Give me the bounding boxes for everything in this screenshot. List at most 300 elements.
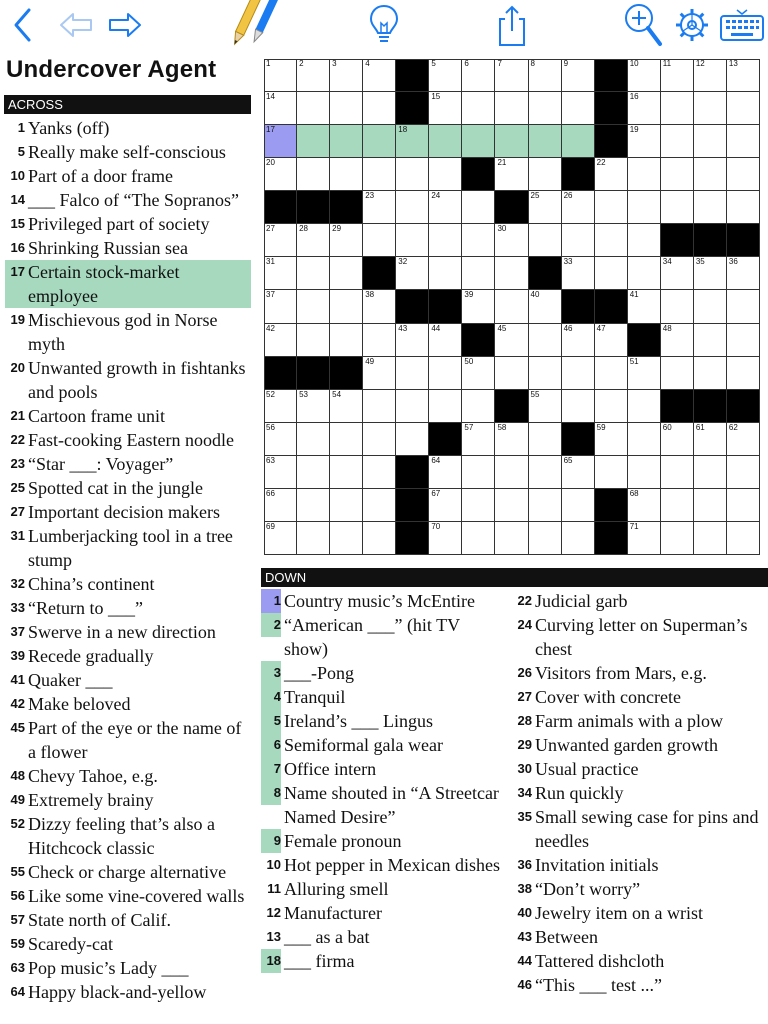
puzzle-title: Undercover Agent [6, 56, 217, 83]
grid-cell[interactable] [727, 522, 760, 555]
crossword-grid[interactable] [264, 59, 760, 555]
clue-item[interactable] [512, 853, 768, 877]
grid-cell[interactable] [529, 423, 562, 456]
grid-cell[interactable] [462, 390, 495, 423]
clue-item[interactable] [261, 901, 501, 925]
grid-cell[interactable] [297, 423, 330, 456]
cell-number: 8 [530, 59, 535, 68]
grid-cell[interactable] [363, 423, 396, 456]
grid-cell[interactable] [429, 522, 462, 555]
grid-cell[interactable] [727, 290, 760, 323]
clue-item[interactable] [5, 428, 251, 452]
clue-item[interactable] [512, 781, 768, 805]
grid-cell[interactable] [661, 357, 694, 390]
grid-cell[interactable] [694, 456, 727, 489]
grid-cell[interactable] [264, 390, 297, 423]
cell-number: 69 [266, 521, 275, 531]
grid-cell[interactable] [462, 92, 495, 125]
grid-cell[interactable] [628, 423, 661, 456]
grid-cell[interactable] [694, 489, 727, 522]
grid-cell[interactable] [628, 158, 661, 191]
clue-number: 25 [10, 480, 25, 495]
grid-cell[interactable] [727, 456, 760, 489]
grid-cell[interactable] [363, 324, 396, 357]
grid-cell[interactable] [727, 92, 760, 125]
cell-number: 3 [332, 59, 337, 68]
next-clue-icon [107, 11, 143, 39]
grid-cell[interactable] [363, 456, 396, 489]
grid-cell[interactable] [462, 191, 495, 224]
grid-cell[interactable] [330, 290, 363, 323]
grid-cell[interactable] [495, 522, 528, 555]
grid-cell[interactable] [429, 158, 462, 191]
grid-block [595, 489, 628, 522]
clue-item[interactable] [512, 709, 768, 733]
grid-cell[interactable] [628, 59, 661, 92]
grid-cell[interactable] [363, 224, 396, 257]
grid-cell[interactable] [595, 324, 628, 357]
grid-cell[interactable] [661, 489, 694, 522]
prev-clue-button[interactable] [56, 0, 96, 50]
grid-cell[interactable] [495, 224, 528, 257]
grid-cell[interactable] [562, 191, 595, 224]
grid-cell[interactable] [429, 489, 462, 522]
grid-cell[interactable] [396, 224, 429, 257]
next-clue-button[interactable] [104, 0, 146, 50]
grid-cell[interactable] [595, 357, 628, 390]
grid-cell[interactable] [529, 92, 562, 125]
grid-cell[interactable] [429, 125, 462, 158]
grid-cell[interactable] [661, 125, 694, 158]
grid-cell[interactable] [264, 125, 297, 158]
clue-item[interactable] [261, 925, 501, 949]
clue-text: Part of a door frame [28, 166, 173, 186]
grid-cell[interactable] [330, 224, 363, 257]
grid-cell[interactable] [297, 224, 330, 257]
grid-cell[interactable] [363, 191, 396, 224]
clue-number: 2 [261, 613, 281, 637]
grid-cell[interactable] [628, 290, 661, 323]
clue-item[interactable] [5, 620, 251, 644]
grid-cell[interactable] [297, 522, 330, 555]
grid-cell[interactable] [429, 59, 462, 92]
grid-cell[interactable] [264, 92, 297, 125]
clue-item[interactable] [261, 685, 501, 709]
grid-cell[interactable] [363, 125, 396, 158]
grid-cell[interactable] [562, 92, 595, 125]
grid-cell[interactable] [264, 489, 297, 522]
grid-cell[interactable] [628, 125, 661, 158]
grid-cell[interactable] [429, 390, 462, 423]
grid-cell[interactable] [297, 125, 330, 158]
grid-cell[interactable] [363, 92, 396, 125]
clue-item[interactable] [512, 877, 768, 901]
grid-cell[interactable] [264, 324, 297, 357]
grid-cell[interactable] [429, 357, 462, 390]
grid-cell[interactable] [429, 191, 462, 224]
clue-item[interactable] [512, 685, 768, 709]
clue-item[interactable] [5, 116, 251, 140]
grid-cell[interactable] [595, 224, 628, 257]
clue-item[interactable] [5, 716, 251, 764]
grid-cell[interactable] [396, 324, 429, 357]
grid-cell[interactable] [462, 357, 495, 390]
grid-cell[interactable] [694, 125, 727, 158]
grid-cell[interactable] [595, 158, 628, 191]
grid-cell[interactable] [363, 59, 396, 92]
grid-block [595, 125, 628, 158]
grid-cell[interactable] [595, 423, 628, 456]
grid-cell[interactable] [297, 257, 330, 290]
grid-cell[interactable] [297, 390, 330, 423]
clue-item[interactable] [5, 308, 251, 356]
clue-text: Quaker ___ [28, 670, 113, 690]
grid-cell[interactable] [562, 324, 595, 357]
clue-item[interactable] [5, 932, 251, 956]
grid-block [694, 390, 727, 423]
grid-cell[interactable] [330, 489, 363, 522]
clue-item[interactable] [512, 589, 768, 613]
grid-cell[interactable] [529, 125, 562, 158]
grid-cell[interactable] [529, 522, 562, 555]
clue-item[interactable] [5, 500, 251, 524]
grid-cell[interactable] [529, 191, 562, 224]
grid-cell[interactable] [595, 257, 628, 290]
grid-cell[interactable] [264, 522, 297, 555]
clue-item[interactable] [261, 709, 501, 733]
clue-item[interactable] [261, 757, 501, 781]
clue-item[interactable] [512, 805, 768, 853]
clue-number: 29 [517, 737, 532, 752]
grid-cell[interactable] [628, 489, 661, 522]
grid-cell[interactable] [330, 158, 363, 191]
grid-cell[interactable] [264, 224, 297, 257]
clue-item[interactable] [512, 661, 768, 685]
grid-cell[interactable] [330, 324, 363, 357]
grid-cell[interactable] [529, 489, 562, 522]
grid-cell[interactable] [297, 158, 330, 191]
clue-item[interactable] [5, 476, 251, 500]
grid-cell[interactable] [462, 522, 495, 555]
grid-cell[interactable] [462, 423, 495, 456]
grid-cell[interactable] [694, 257, 727, 290]
settings-button[interactable] [672, 0, 712, 50]
clue-number: 40 [517, 905, 532, 920]
clue-item[interactable] [5, 644, 251, 668]
grid-cell[interactable] [529, 290, 562, 323]
grid-cell[interactable] [495, 423, 528, 456]
grid-cell[interactable] [396, 390, 429, 423]
clue-item[interactable] [261, 877, 501, 901]
grid-cell[interactable] [429, 224, 462, 257]
hint-button[interactable] [364, 0, 404, 50]
cell-number: 50 [464, 356, 474, 366]
grid-cell[interactable] [495, 158, 528, 191]
grid-cell[interactable] [396, 423, 429, 456]
clue-item[interactable] [5, 860, 251, 884]
grid-cell[interactable] [330, 92, 363, 125]
grid-cell[interactable] [297, 59, 330, 92]
grid-cell[interactable] [628, 257, 661, 290]
grid-cell[interactable] [495, 324, 528, 357]
grid-cell[interactable] [661, 257, 694, 290]
grid-cell[interactable] [529, 59, 562, 92]
grid-cell[interactable] [264, 423, 297, 456]
grid-cell[interactable] [495, 489, 528, 522]
grid-cell[interactable] [628, 522, 661, 555]
cell-number: 47 [596, 323, 606, 333]
grid-cell[interactable] [562, 357, 595, 390]
grid-cell[interactable] [727, 489, 760, 522]
clue-item[interactable] [5, 908, 251, 932]
clue-number: 26 [517, 665, 532, 680]
grid-cell[interactable] [495, 59, 528, 92]
clue-item[interactable] [5, 692, 251, 716]
grid-cell[interactable] [264, 158, 297, 191]
grid-cell[interactable] [661, 423, 694, 456]
grid-cell[interactable] [330, 257, 363, 290]
grid-cell[interactable] [495, 357, 528, 390]
clue-item[interactable] [261, 781, 501, 829]
grid-cell[interactable] [330, 59, 363, 92]
grid-cell[interactable] [429, 456, 462, 489]
grid-cell[interactable] [429, 324, 462, 357]
grid-cell[interactable] [495, 290, 528, 323]
back-button[interactable] [4, 0, 42, 50]
grid-cell[interactable] [396, 357, 429, 390]
clue-item[interactable] [512, 901, 768, 925]
clue-text: Shrinking Russian sea [28, 238, 188, 258]
clue-text: Female pronoun [284, 831, 402, 851]
grid-cell[interactable] [694, 324, 727, 357]
clue-item[interactable] [5, 668, 251, 692]
grid-cell[interactable] [264, 456, 297, 489]
grid-cell[interactable] [330, 456, 363, 489]
grid-cell[interactable] [495, 92, 528, 125]
grid-cell[interactable] [661, 456, 694, 489]
clue-item[interactable] [5, 164, 251, 188]
grid-cell[interactable] [529, 456, 562, 489]
grid-cell[interactable] [330, 125, 363, 158]
grid-block [495, 390, 528, 423]
cell-number: 22 [596, 158, 606, 168]
grid-cell[interactable] [363, 522, 396, 555]
clue-text: Ireland’s ___ Lingus [284, 711, 433, 731]
clue-number: 12 [266, 905, 281, 920]
clue-item[interactable] [512, 973, 768, 997]
grid-cell[interactable] [462, 290, 495, 323]
grid-cell[interactable] [529, 390, 562, 423]
pencil-pen-button[interactable] [224, 0, 282, 50]
grid-cell[interactable] [529, 224, 562, 257]
clue-item[interactable] [512, 949, 768, 973]
grid-cell[interactable] [429, 257, 462, 290]
grid-cell[interactable] [462, 224, 495, 257]
grid-cell[interactable] [694, 59, 727, 92]
clue-text: Part of the eye or the name of a flower [28, 718, 242, 762]
cell-number: 17 [266, 125, 275, 135]
clue-number: 48 [10, 768, 25, 783]
grid-cell[interactable] [529, 324, 562, 357]
clue-item[interactable] [5, 260, 251, 308]
clue-item[interactable] [5, 812, 251, 860]
grid-cell[interactable] [396, 257, 429, 290]
clue-item[interactable] [5, 956, 251, 980]
grid-cell[interactable] [595, 390, 628, 423]
grid-cell[interactable] [297, 324, 330, 357]
zoom-button[interactable] [622, 0, 664, 50]
grid-cell[interactable] [628, 390, 661, 423]
clue-item[interactable] [5, 404, 251, 428]
down-clue-list-col2[interactable] [512, 589, 768, 997]
clue-item[interactable] [5, 572, 251, 596]
grid-cell[interactable] [628, 357, 661, 390]
grid-cell[interactable] [628, 92, 661, 125]
grid-cell[interactable] [297, 290, 330, 323]
grid-cell[interactable] [694, 92, 727, 125]
clue-item[interactable] [5, 140, 251, 164]
grid-cell[interactable] [595, 456, 628, 489]
clue-item[interactable] [5, 212, 251, 236]
grid-cell[interactable] [495, 125, 528, 158]
grid-cell[interactable] [727, 125, 760, 158]
across-clue-list[interactable] [5, 116, 251, 1004]
grid-cell[interactable] [363, 290, 396, 323]
grid-cell[interactable] [727, 158, 760, 191]
clue-item[interactable] [5, 596, 251, 620]
clue-item[interactable] [512, 733, 768, 757]
grid-cell[interactable] [727, 191, 760, 224]
grid-cell[interactable] [562, 224, 595, 257]
grid-cell[interactable] [727, 59, 760, 92]
clue-item[interactable] [261, 949, 501, 973]
grid-cell[interactable] [297, 456, 330, 489]
grid-cell[interactable] [330, 390, 363, 423]
cell-number: 71 [629, 521, 639, 531]
grid-cell[interactable] [330, 522, 363, 555]
grid-cell[interactable] [462, 489, 495, 522]
grid-cell[interactable] [727, 324, 760, 357]
grid-cell[interactable] [297, 92, 330, 125]
grid-cell[interactable] [562, 59, 595, 92]
grid-cell[interactable] [562, 125, 595, 158]
clue-item[interactable] [261, 829, 501, 853]
grid-cell[interactable] [694, 357, 727, 390]
clue-item[interactable] [5, 884, 251, 908]
clue-item[interactable] [261, 589, 501, 613]
clue-item[interactable] [5, 452, 251, 476]
clue-item[interactable] [261, 661, 501, 685]
grid-cell[interactable] [661, 158, 694, 191]
grid-cell[interactable] [264, 59, 297, 92]
cell-number: 35 [695, 257, 705, 267]
grid-cell[interactable] [297, 489, 330, 522]
grid-cell[interactable] [661, 522, 694, 555]
keyboard-button[interactable] [718, 0, 766, 50]
grid-cell[interactable] [495, 456, 528, 489]
cell-number: 14 [266, 92, 275, 102]
grid-block [562, 290, 595, 323]
grid-cell[interactable] [727, 423, 760, 456]
grid-cell[interactable] [661, 59, 694, 92]
grid-cell[interactable] [462, 125, 495, 158]
grid-cell[interactable] [727, 257, 760, 290]
grid-cell[interactable] [694, 290, 727, 323]
grid-cell[interactable] [694, 158, 727, 191]
grid-cell[interactable] [396, 158, 429, 191]
grid-cell[interactable] [661, 290, 694, 323]
grid-cell[interactable] [462, 257, 495, 290]
clue-item[interactable] [5, 356, 251, 404]
grid-cell[interactable] [529, 357, 562, 390]
grid-cell[interactable] [363, 390, 396, 423]
grid-cell[interactable] [462, 59, 495, 92]
grid-cell[interactable] [429, 92, 462, 125]
clue-item[interactable] [261, 733, 501, 757]
grid-cell[interactable] [694, 423, 727, 456]
clue-item[interactable] [512, 925, 768, 949]
grid-cell[interactable] [661, 92, 694, 125]
clue-item[interactable] [261, 853, 501, 877]
grid-cell[interactable] [396, 191, 429, 224]
clue-item[interactable] [5, 524, 251, 572]
grid-cell[interactable] [264, 257, 297, 290]
clue-item[interactable] [5, 764, 251, 788]
grid-cell[interactable] [363, 357, 396, 390]
clue-item[interactable] [5, 236, 251, 260]
cell-number: 46 [563, 323, 573, 333]
cell-number: 68 [629, 488, 639, 498]
clue-item[interactable] [512, 613, 768, 661]
share-button[interactable] [492, 0, 532, 50]
grid-cell[interactable] [595, 191, 628, 224]
cell-number: 55 [530, 389, 540, 399]
clue-item[interactable] [5, 188, 251, 212]
clue-item[interactable] [5, 788, 251, 812]
grid-cell[interactable] [562, 522, 595, 555]
grid-cell[interactable] [628, 456, 661, 489]
grid-cell[interactable] [495, 257, 528, 290]
grid-cell[interactable] [562, 257, 595, 290]
clue-text: Make beloved [28, 694, 131, 714]
clue-item[interactable] [261, 613, 501, 661]
grid-cell[interactable] [363, 489, 396, 522]
grid-cell[interactable] [727, 357, 760, 390]
clue-number: 46 [517, 977, 532, 992]
clue-text: Small sewing case for pins and needles [535, 807, 759, 851]
clue-item[interactable] [5, 980, 251, 1004]
grid-cell[interactable] [562, 390, 595, 423]
grid-cell[interactable] [562, 456, 595, 489]
clue-number: 22 [517, 593, 532, 608]
clue-text: Hot pepper in Mexican dishes [284, 855, 500, 875]
grid-cell[interactable] [661, 324, 694, 357]
grid-cell[interactable] [694, 191, 727, 224]
grid-cell[interactable] [694, 522, 727, 555]
grid-cell[interactable] [330, 423, 363, 456]
down-clue-list-col1[interactable] [261, 589, 501, 973]
clue-item[interactable] [512, 757, 768, 781]
grid-cell[interactable] [462, 456, 495, 489]
grid-cell[interactable] [628, 224, 661, 257]
grid-cell[interactable] [661, 191, 694, 224]
grid-cell[interactable] [396, 125, 429, 158]
grid-cell[interactable] [562, 489, 595, 522]
grid-cell[interactable] [264, 290, 297, 323]
grid-cell[interactable] [363, 158, 396, 191]
grid-cell[interactable] [529, 158, 562, 191]
grid-cell[interactable] [628, 191, 661, 224]
